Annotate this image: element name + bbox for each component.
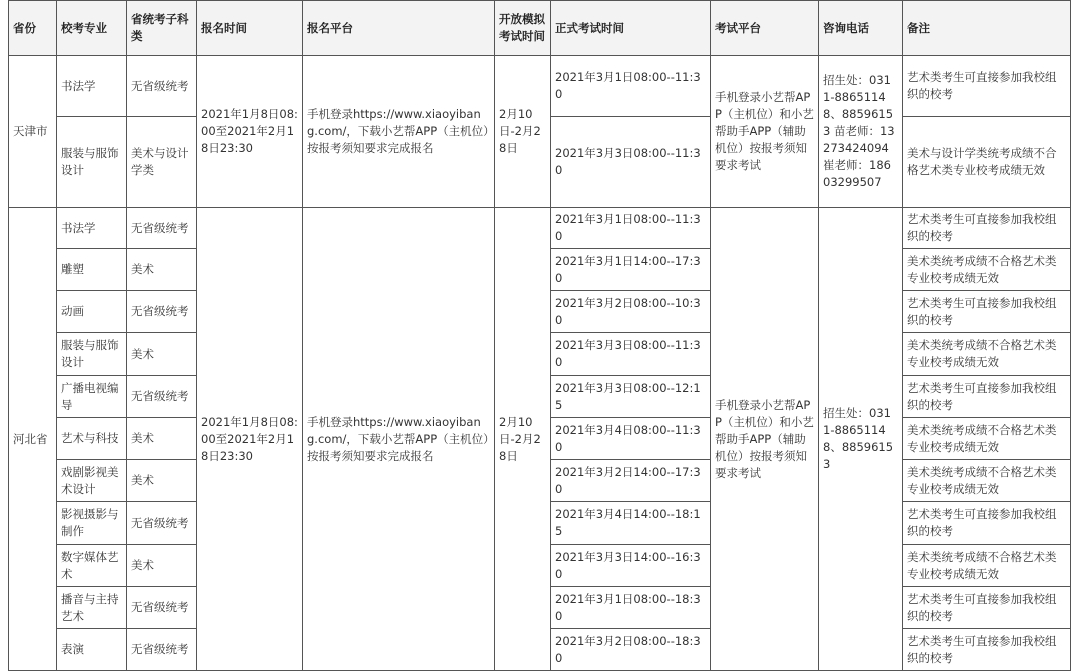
header-exam-platform: 考试平台 <box>711 1 819 56</box>
phone-cell: 招生处：0311-88651148、88596153 苗老师：13273424094 崔老师：18603299507 <box>819 56 903 208</box>
major-cell: 播音与主持艺术 <box>57 587 127 629</box>
subject-cell: 无省级统考 <box>127 56 197 117</box>
mock-time-cell: 2月10日-2月28日 <box>495 56 551 208</box>
phone-cell: 招生处：0311-88651148、88596153 <box>819 208 903 671</box>
note-cell: 美术类统考成绩不合格艺术类专业校考成绩无效 <box>903 460 1071 502</box>
province-cell: 天津市 <box>9 56 57 208</box>
subject-cell: 无省级统考 <box>127 291 197 333</box>
note-cell: 美术类统考成绩不合格艺术类专业校考成绩无效 <box>903 545 1071 587</box>
note-cell: 美术类统考成绩不合格艺术类专业校考成绩无效 <box>903 249 1071 291</box>
exam-time-cell: 2021年3月3日08:00--11:30 <box>551 117 711 208</box>
note-cell: 艺术类考生可直接参加我校组织的校考 <box>903 208 1071 249</box>
major-cell: 书法学 <box>57 208 127 249</box>
mock-time-cell: 2月10日-2月28日 <box>495 208 551 671</box>
reg-platform-cell: 手机登录https://www.xiaoyibang.com/，下载小艺帮APP（主机位）按报考须知要求完成报名 <box>303 208 495 671</box>
major-cell: 服装与服饰设计 <box>57 117 127 208</box>
major-cell: 影视摄影与制作 <box>57 502 127 545</box>
exam-platform-cell: 手机登录小艺帮APP（主机位）和小艺帮助手APP（辅助机位）按报考须知要求考试 <box>711 208 819 671</box>
subject-cell: 美术 <box>127 418 197 460</box>
exam-time-cell: 2021年3月1日08:00--11:30 <box>551 208 711 249</box>
note-cell: 美术类统考成绩不合格艺术类专业校考成绩无效 <box>903 418 1071 460</box>
header-phone: 咨询电话 <box>819 1 903 56</box>
subject-cell: 美术 <box>127 333 197 376</box>
note-cell: 艺术类考生可直接参加我校组织的校考 <box>903 587 1071 629</box>
major-cell: 广播电视编导 <box>57 376 127 418</box>
subject-cell: 美术与设计学类 <box>127 117 197 208</box>
note-cell: 艺术类考生可直接参加我校组织的校考 <box>903 376 1071 418</box>
header-note: 备注 <box>903 1 1071 56</box>
exam-time-cell: 2021年3月3日08:00--11:30 <box>551 333 711 376</box>
exam-time-cell: 2021年3月3日08:00--12:15 <box>551 376 711 418</box>
subject-cell: 无省级统考 <box>127 208 197 249</box>
exam-time-cell: 2021年3月1日08:00--11:30 <box>551 56 711 117</box>
header-reg-time: 报名时间 <box>197 1 303 56</box>
exam-time-cell: 2021年3月1日14:00--17:30 <box>551 249 711 291</box>
header-exam-time: 正式考试时间 <box>551 1 711 56</box>
exam-time-cell: 2021年3月4日14:00--18:15 <box>551 502 711 545</box>
note-cell: 艺术类考生可直接参加我校组织的校考 <box>903 502 1071 545</box>
exam-platform-cell: 手机登录小艺帮APP（主机位）和小艺帮助手APP（辅助机位）按报考须知要求考试 <box>711 56 819 208</box>
header-subject: 省统考子科类 <box>127 1 197 56</box>
exam-time-cell: 2021年3月3日14:00--16:30 <box>551 545 711 587</box>
subject-cell: 美术 <box>127 249 197 291</box>
subject-cell: 美术 <box>127 545 197 587</box>
header-row <box>9 1 1071 56</box>
major-cell: 表演 <box>57 629 127 671</box>
note-cell: 美术与设计学类统考成绩不合格艺术类专业校考成绩无效 <box>903 117 1071 208</box>
exam-schedule-table <box>8 0 1071 671</box>
note-cell: 艺术类考生可直接参加我校组织的校考 <box>903 56 1071 117</box>
note-cell: 艺术类考生可直接参加我校组织的校考 <box>903 629 1071 671</box>
reg-time-cell: 2021年1月8日08:00至2021年2月18日23:30 <box>197 208 303 671</box>
province-cell: 河北省 <box>9 208 57 671</box>
subject-cell: 无省级统考 <box>127 629 197 671</box>
subject-cell: 无省级统考 <box>127 376 197 418</box>
table-row <box>9 208 1071 249</box>
major-cell: 艺术与科技 <box>57 418 127 460</box>
header-mock-time: 开放模拟考试时间 <box>495 1 551 56</box>
reg-platform-cell: 手机登录https://www.xiaoyibang.com/，下载小艺帮APP（主机位）按报考须知要求完成报名 <box>303 56 495 208</box>
major-cell: 戏剧影视美术设计 <box>57 460 127 502</box>
exam-time-cell: 2021年3月2日08:00--10:30 <box>551 291 711 333</box>
subject-cell: 无省级统考 <box>127 587 197 629</box>
reg-time-cell: 2021年1月8日08:00至2021年2月18日23:30 <box>197 56 303 208</box>
note-cell: 美术类统考成绩不合格艺术类专业校考成绩无效 <box>903 333 1071 376</box>
exam-time-cell: 2021年3月2日14:00--17:30 <box>551 460 711 502</box>
subject-cell: 无省级统考 <box>127 502 197 545</box>
major-cell: 动画 <box>57 291 127 333</box>
header-reg-platform: 报名平台 <box>303 1 495 56</box>
subject-cell: 美术 <box>127 460 197 502</box>
table-row <box>9 56 1071 117</box>
header-major: 校考专业 <box>57 1 127 56</box>
major-cell: 数字媒体艺术 <box>57 545 127 587</box>
major-cell: 雕塑 <box>57 249 127 291</box>
major-cell: 书法学 <box>57 56 127 117</box>
exam-time-cell: 2021年3月4日08:00--11:30 <box>551 418 711 460</box>
exam-time-cell: 2021年3月2日08:00--18:30 <box>551 629 711 671</box>
exam-time-cell: 2021年3月1日08:00--18:30 <box>551 587 711 629</box>
major-cell: 服装与服饰设计 <box>57 333 127 376</box>
note-cell: 艺术类考生可直接参加我校组织的校考 <box>903 291 1071 333</box>
header-province: 省份 <box>9 1 57 56</box>
